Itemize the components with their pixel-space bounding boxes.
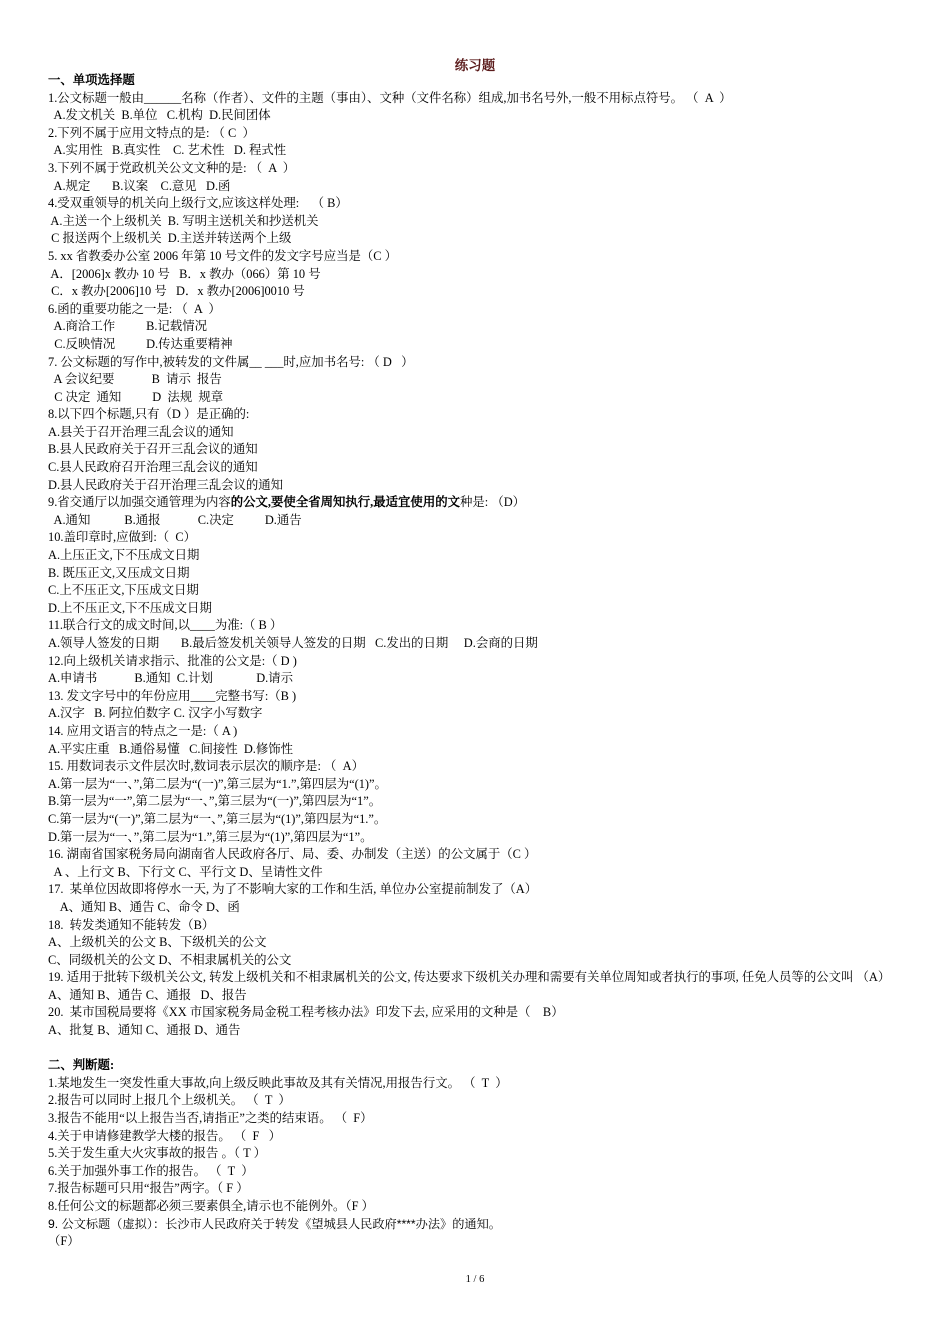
question-9-answer: 种是: （D） [460,495,526,510]
text-line: A.发文机关 B.单位 C.机构 D.民间团体 [48,108,271,123]
text-line: A 会议纪要 B 请示 报告 [48,372,222,387]
text-line: 8.以下四个标题,只有（D ）是正确的: [48,407,250,422]
text-line: 16. 湖南省国家税务局向湖南省人民政府各厅、局、委、办制发（主送）的公文属于（C ） [48,847,537,862]
text-line: 4.关于申请修建教学大楼的报告。 （ F ） [48,1128,282,1143]
question-9-bold-text: 的公文,要使全省周知执行,最适宜使用的文 [230,495,460,510]
text-line: A.平实庄重 B.通俗易懂 C.间接性 D.修饰性 [48,741,294,756]
text-line: A.上压正文,下不压成文日期 [48,548,200,563]
text-line: C.第一层为“(一)”,第二层为“一、”,第三层为“(1)”,第四层为“1.”。 [48,811,387,826]
page-title: 练习题 [454,58,496,73]
page-number: 1 / 6 [465,1274,485,1285]
text-line: A.县关于召开治理三乱会议的通知 [48,424,234,439]
text-line: 3.下列不属于党政机关公文文种的是: （ A ） [48,160,296,175]
text-line: 17. 某单位因故即将停水一天, 为了不影响大家的工作和生活, 单位办公室提前制发了（A） [48,882,538,897]
text-line: 4.受双重领导的机关向上级行文,应该这样处理: （ B） [48,196,348,211]
text-line: 2.报告可以同时上报几个上级机关。 （ T ） [48,1093,291,1108]
text-line: 15. 用数词表示文件层次时,数词表示层次的顺序是: （ A） [48,759,364,774]
question-9-text: 9.省交通厅以加强交通管理为内容 [48,495,231,510]
text-line: 3.报告不能用“以上报告当否,请指正”之类的结束语。 （ F） [48,1111,373,1126]
text-line: 18. 转发类通知不能转发（B） [48,917,215,932]
text-line: A.商洽工作 B.记载情况 [48,319,208,334]
section1-questions [48,90,908,495]
text-line: D.县人民政府关于召开治理三乱会议的通知 [48,477,284,492]
text-line: A.第一层为“一、”,第二层为“(一)”,第三层为“1.”,第四层为“(1)”。 [48,776,387,791]
judgement-question-9-answer: （F） [48,1234,80,1249]
text-line: A、通知 B、通告 C、通报 D、报告 [48,987,247,1002]
text-line: B. 既压正文,又压成文日期 [48,565,190,580]
question-19: 19. 适用于批转下级机关公文, 转发上级机关和不相隶属机关的公文, 传达要求下级机关办理和需要有关单位周知或者执行的事项, 任免人员等的公文叫 （A） [48,970,891,985]
section2-questions [48,1075,908,1216]
text-line: C 决定 通知 D 法规 规章 [48,389,224,404]
text-line: 1.某地发生一突发性重大事故,向上级反映此事故及其有关情况,用报告行文。 （ T ） [48,1075,508,1090]
text-line: C.上不压正文,下压成文日期 [48,583,199,598]
text-line: C．x 教办[2006]10 号 D．x 教办[2006]0010 号 [48,284,305,299]
text-line: A 、上行文 B、下行文 C、平行文 D、呈请性文件 [48,864,323,879]
text-line: B.第一层为“一”,第二层为“一、”,第三层为“(一)”,第四层为“1”。 [48,794,382,809]
text-line: D.上不压正文,下不压成文日期 [48,600,212,615]
text-line: A、上级机关的公文 B、下级机关的公文 [48,935,267,950]
text-line: 2.下列不属于应用文特点的是: （ C ） [48,125,255,140]
text-line: C.县人民政府召开治理三乱会议的通知 [48,460,258,475]
text-line: 14. 应用文语言的特点之一是:（ A ) [48,723,238,738]
document-body [48,72,908,1251]
text-line: B.县人民政府关于召开三乱会议的通知 [48,442,258,457]
text-line: 1.公文标题一般由______名称（作者）、文件的主题（事由）、文种（文件名称）组成,加书名号外,一般不用标点符号。 （ A ） [48,90,732,105]
text-line: 8.任何公文的标题都必须三要素俱全,请示也不能例外。（F ） [48,1199,374,1213]
text-line: A.主送一个上级机关 B. 写明主送机关和抄送机关 [48,213,319,228]
section1-questions-end [48,987,908,1040]
text-line: C.反映情况 D.传达重要精神 [48,336,233,351]
text-line: 12.向上级机关请求指示、批准的公文是:（ D ) [48,653,297,668]
text-line: 5. xx 省教委办公室 2006 年第 10 号文件的发文字号应当是（C ） [48,248,398,263]
text-line: C 报送两个上级机关 D.主送并转送两个上级 [48,231,292,246]
text-line: A.汉字 B. 阿拉伯数字 C. 汉字小写数字 [48,706,263,721]
spacer [48,1040,908,1058]
text-line: 10.盖印章时,应做到:（ C） [48,530,197,545]
text-line: D.第一层为“一、”,第二层为“1.”,第三层为“(1)”,第四层为“1”。 [48,829,373,844]
judgement-question-9: 9. 公文标题（虚拟）：长沙市人民政府关于转发《望城县人民政府****办法》的通知。 [48,1216,501,1231]
text-line: 20. 某市国税局要将《XX 市国家税务局金税工程考核办法》印发下去, 应采用的文种是（ B） [48,1005,564,1020]
text-line: A.通知 B.通报 C.决定 D.通告 [48,512,302,527]
text-line: 7.报告标题可只用“报告”两字。（ F ） [48,1181,249,1196]
text-line: A.规定 B.议案 C.意见 D.函 [48,178,231,193]
text-line: 6.关于加强外事工作的报告。 （ T ） [48,1163,254,1178]
text-line: C、同级机关的公文 D、不相隶属机关的公文 [48,952,292,967]
text-line: 11.联合行文的成文时间,以____为准:（ B ） [48,618,283,633]
text-line: A.申请书 B.通知 C.计划 D.请示 [48,671,294,686]
text-line: A、通知 B、通告 C、命令 D、函 [48,899,240,914]
text-line: A．[2006]x 教办 10 号 B．x 教办（066）第 10 号 [48,266,321,281]
text-line: A、批复 B、通知 C、通报 D、通告 [48,1023,241,1038]
section1-questions-continued [48,512,908,969]
text-line: 6.函的重要功能之一是: （ A ） [48,301,221,316]
question-9 [48,494,908,512]
section-heading: 一、单项选择题 [48,73,135,87]
text-line: A.实用性 B.真实性 C. 艺术性 D. 程式性 [48,143,287,158]
text-line: 5.关于发生重大火灾事故的报告 。（ T ） [48,1146,266,1161]
text-line: A.领导人签发的日期 B.最后签发机关领导人签发的日期 C.发出的日期 D.会商的日期 [48,636,538,650]
text-line: 7. 公文标题的写作中,被转发的文件属__ ___时,应加书名号: （ D ） [48,354,414,369]
text-line: 13. 发文字号中的年份应用____完整书写:（B ) [48,688,297,703]
section-heading: 二、判断题: [48,1058,115,1073]
